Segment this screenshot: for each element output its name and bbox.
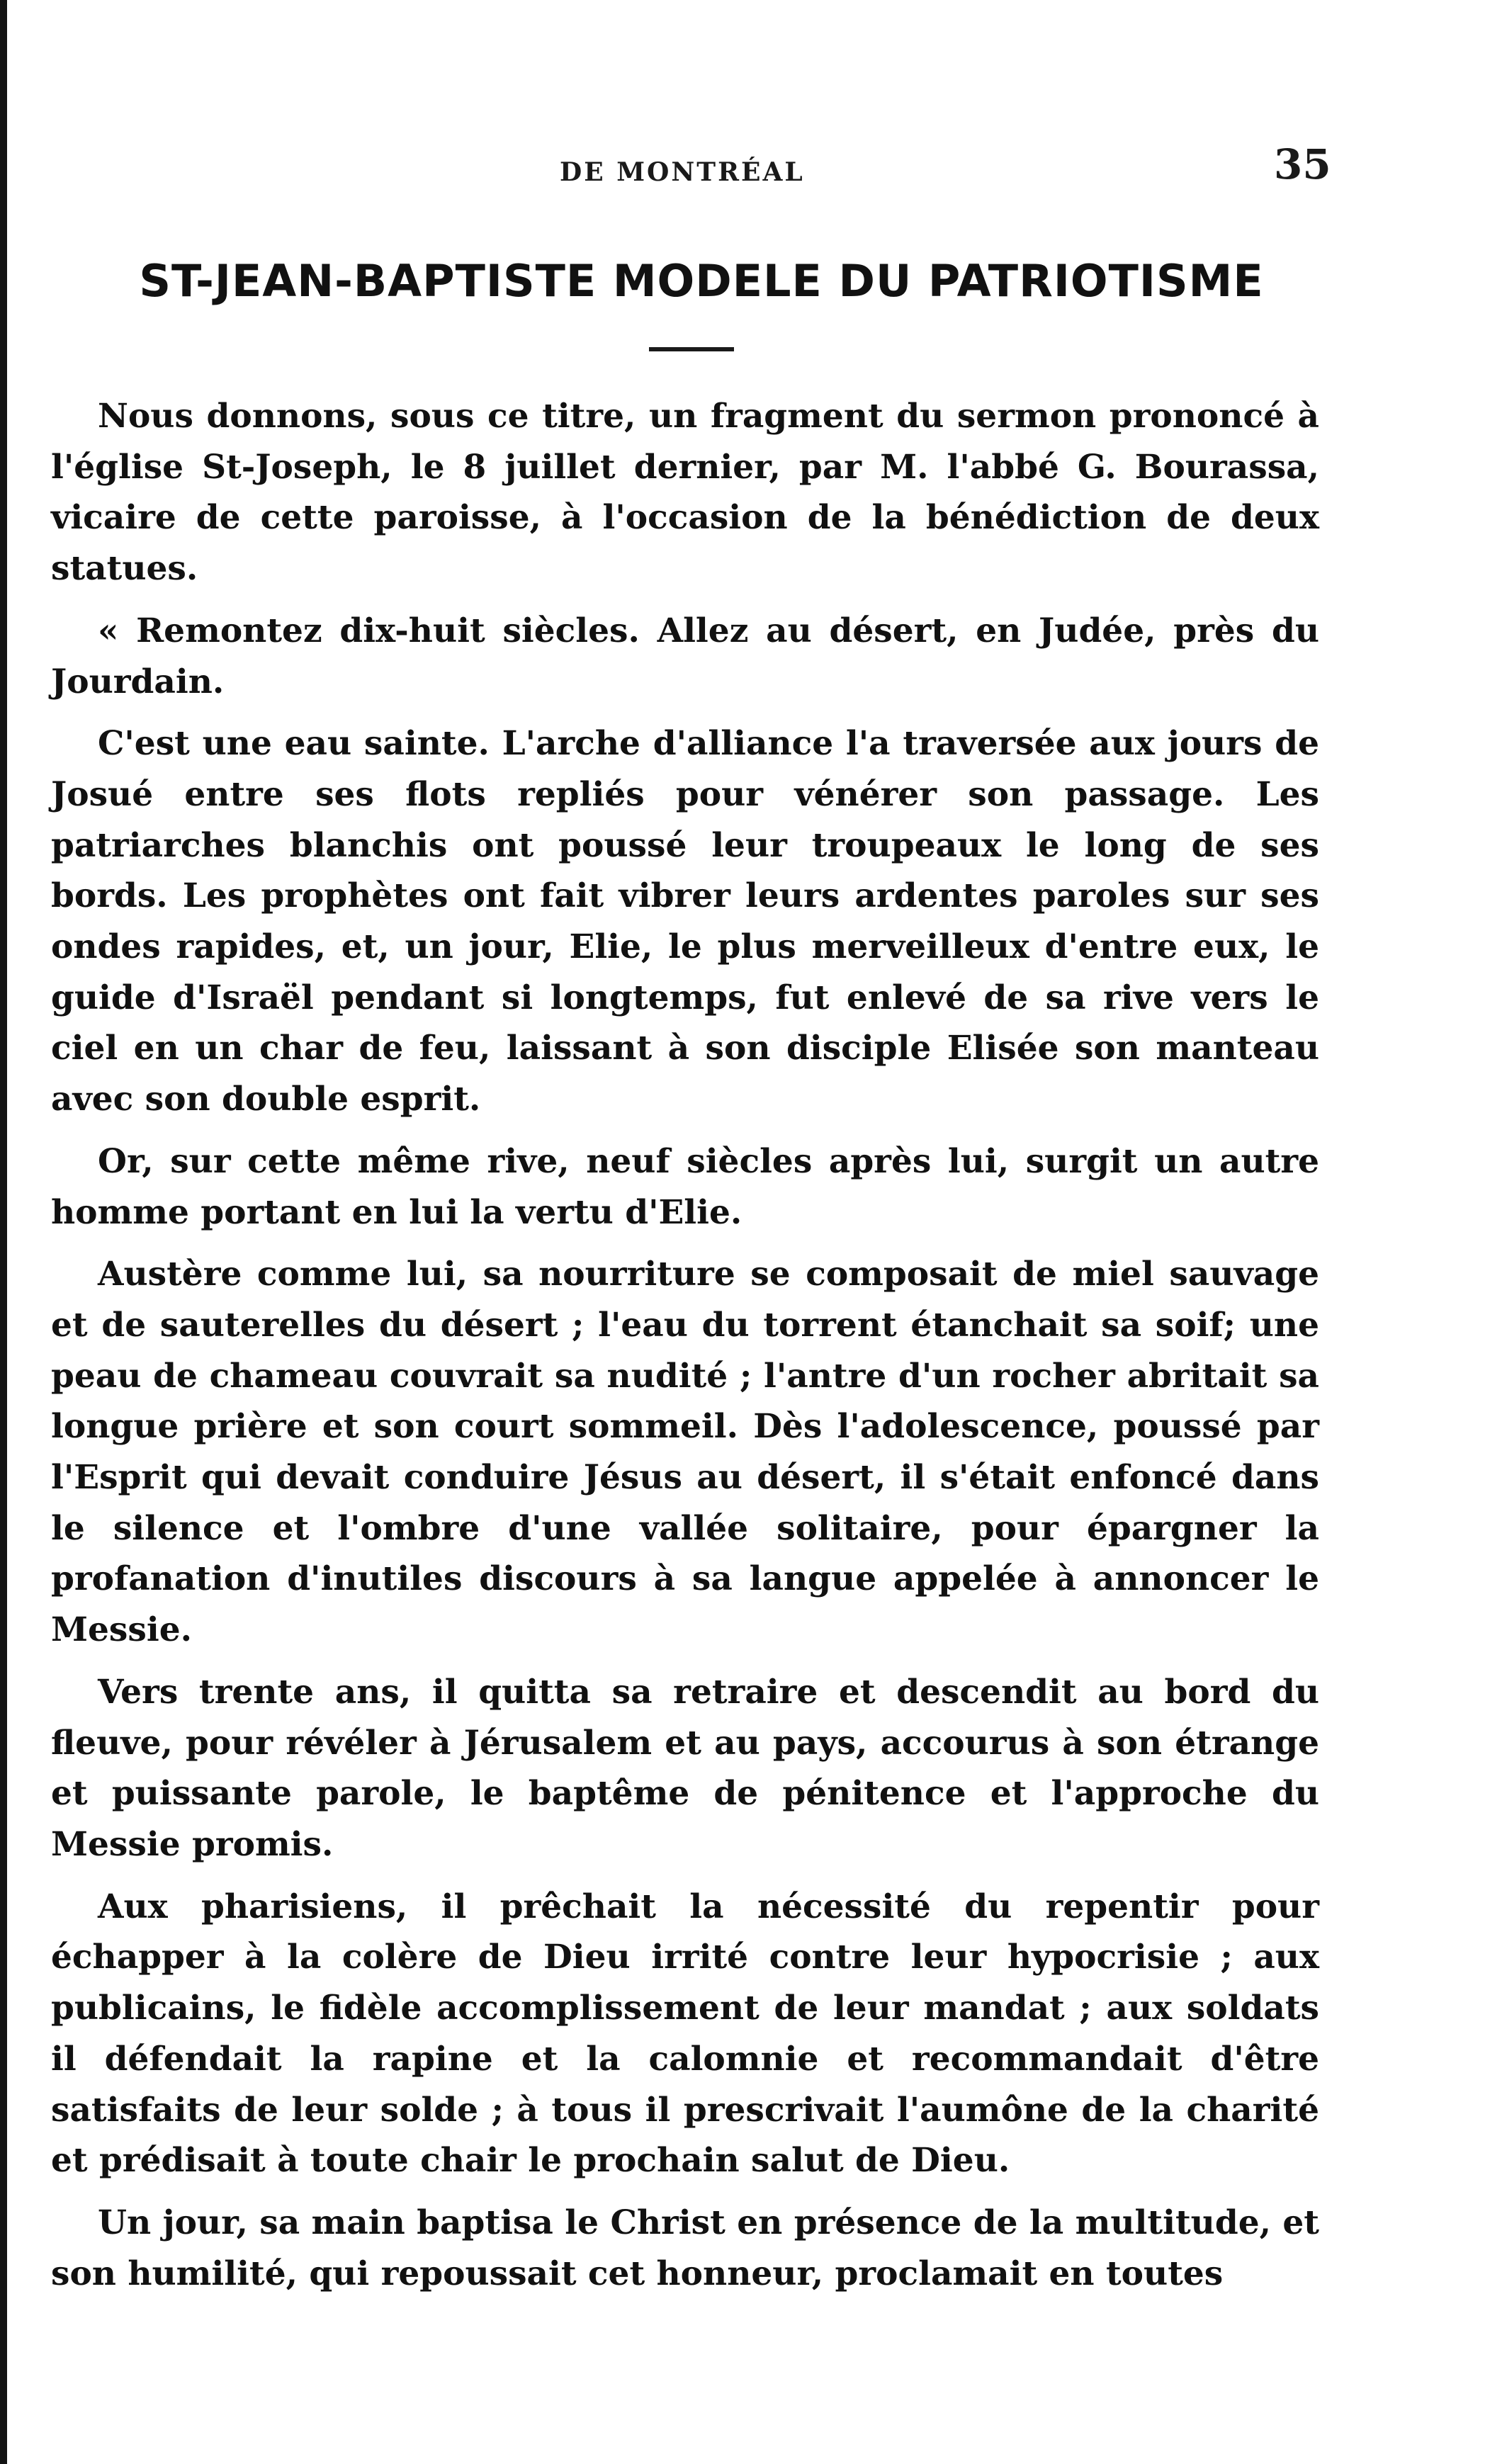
body-paragraph: « Remontez dix-huit siècles. Allez au désert, en Judée, près du Jourdain. [51, 611, 1319, 701]
body-paragraph: Un jour, sa main baptisa le Christ en présence de la multitude, et son humilité, qui repoussait cet honneur, proclamait en toutes [51, 2203, 1319, 2293]
title-divider [649, 347, 734, 351]
page-number: 35 [1274, 140, 1331, 188]
body-paragraph: Austère comme lui, sa nourriture se composait de miel sauvage et de sauterelles du désert ; l'eau du torrent étanchait sa soif; une peau de chameau couvrait sa nudité ; l'antre d'un rocher abritait sa longue prière et son court sommeil. Dès l'adolescence, poussé par l'Esprit qui devait conduire Jésus au désert, il s'était enfoncé dans le silence et l'ombre d'une vallée solitaire, pour épargner la profanation d'inutiles discours à sa langue appelée à annoncer le Messie. [51, 1255, 1319, 1650]
page-edge-shadow [0, 0, 7, 2464]
body-paragraph: Vers trente ans, il quitta sa retraire et descendit au bord du fleuve, pour révéler à Jérusalem et au pays, accourus à son étrange et puissante parole, le baptême de pénitence et l'approche du Messie promis. [51, 1672, 1319, 1864]
body-paragraph: Or, sur cette même rive, neuf siècles après lui, surgit un autre homme portant en lui la vertu d'Elie. [51, 1141, 1319, 1232]
article-body [51, 391, 1319, 2299]
intro-paragraph: Nous donnons, sous ce titre, un fragment du sermon prononcé à l'église St-Joseph, le 8 juillet dernier, par M. l'abbé G. Bourassa, vicaire de cette paroisse, à l'occasion de la bénédiction de deux statues. [51, 397, 1319, 589]
body-paragraph: Aux pharisiens, il prêchait la nécessité du repentir pour échapper à la colère de Dieu irrité contre leur hypocrisie ; aux publicains, le fidèle accomplissement de leur mandat ; aux soldats il défendait la rapine et la calomnie et recommandait d'être satisfaits de leur solde ; à tous il prescrivait l'aumône de la charité et prédisait à toute chair le prochain salut de Dieu. [51, 1887, 1319, 2181]
article-title: ST-JEAN-BAPTISTE MODELE DU PATRIOTISME [139, 255, 1264, 307]
body-paragraph: C'est une eau sainte. L'arche d'alliance l'a traversée aux jours de Josué entre ses flots repliés pour vénérer son passage. Les patriarches blanchis ont poussé leur troupeaux le long de ses bords. Les prophètes ont fait vibrer leurs ardentes paroles sur ses ondes rapides, et, un jour, Elie, le plus merveilleux d'entre eux, le guide d'Israël pendant si longtemps, fut enlevé de sa rive vers le ciel en un char de feu, laissant à son disciple Elisée son manteau avec son double esprit. [51, 724, 1319, 1119]
running-head: DE MONTRÉAL [560, 157, 805, 187]
